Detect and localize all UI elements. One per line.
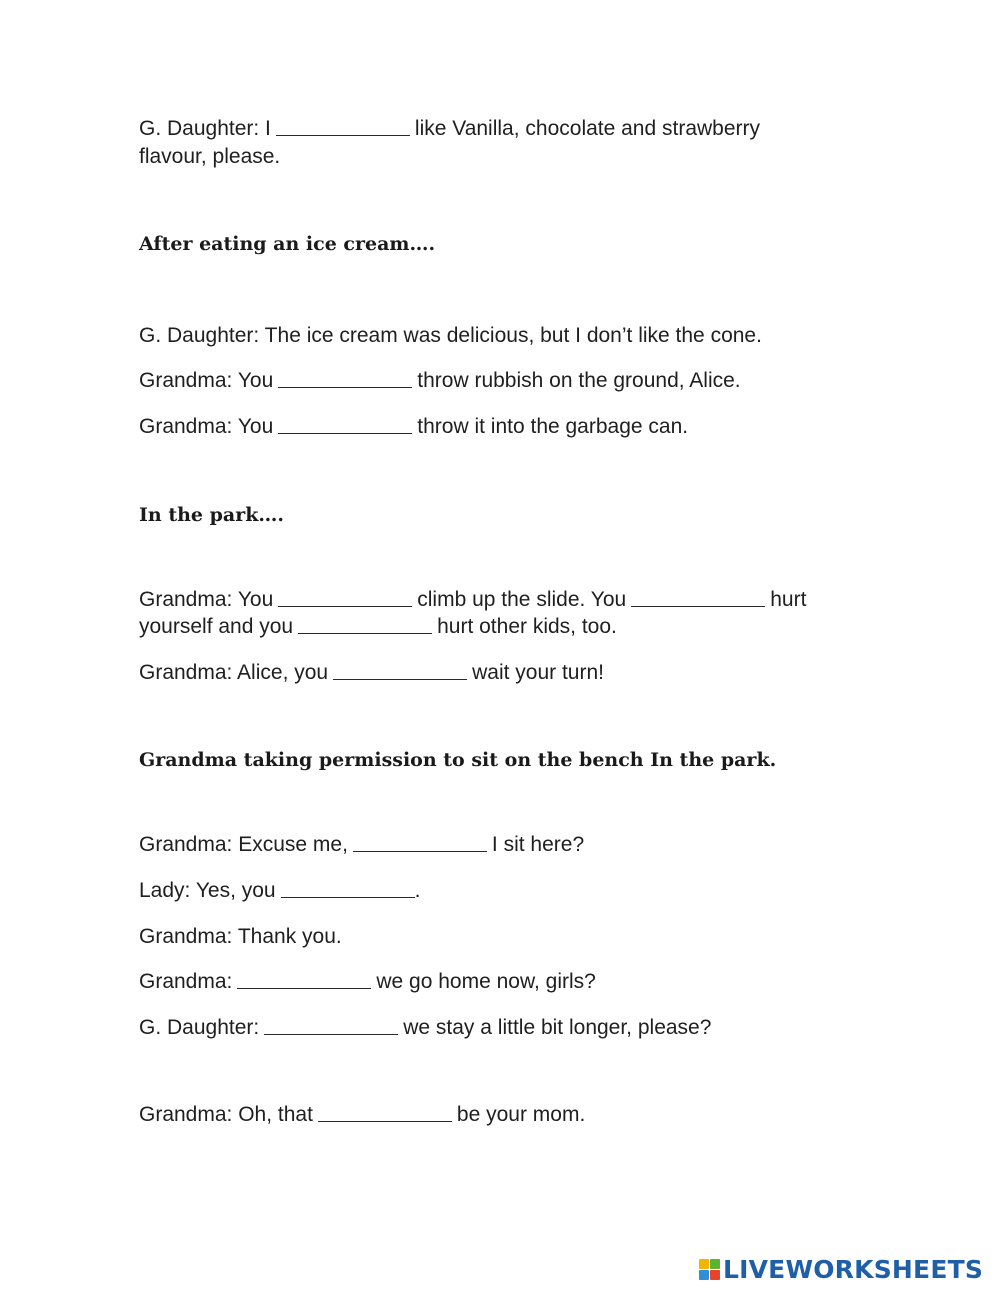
answer-blank-3[interactable]	[278, 414, 412, 434]
logo-block	[699, 1270, 709, 1280]
answer-blank-5[interactable]	[631, 587, 765, 607]
logo-block	[710, 1259, 720, 1269]
dialogue-line-2: G. Daughter: The ice cream was delicious, but I don’t like the cone.	[139, 324, 762, 347]
dialogue-line-8: Lady: Yes, you .	[139, 879, 421, 902]
dialogue-line-10: Grandma: we go home now, girls?	[139, 970, 596, 993]
dialogue-line-12: Grandma: Oh, that be your mom.	[139, 1103, 586, 1126]
dialogue-line-9: Grandma: Thank you.	[139, 925, 342, 948]
dialogue-line-5-cont: yourself and you hurt other kids, too.	[139, 615, 617, 638]
dialogue-line-6: Grandma: Alice, you wait your turn!	[139, 661, 604, 684]
answer-blank-10[interactable]	[237, 969, 371, 989]
answer-blank-2[interactable]	[278, 368, 412, 388]
answer-blank-12[interactable]	[318, 1102, 452, 1122]
dialogue-line-1-cont: flavour, please.	[139, 145, 281, 168]
dialogue-line-1: G. Daughter: I like Vanilla, chocolate and strawberry	[139, 117, 761, 140]
answer-blank-1[interactable]	[276, 116, 410, 136]
answer-blank-6[interactable]	[298, 614, 432, 634]
section-heading-ice-cream: After eating an ice cream….	[139, 233, 436, 255]
logo-block	[710, 1270, 720, 1280]
logo-text: LIVEWORKSHEETS	[723, 1254, 984, 1284]
liveworksheets-logo[interactable]	[699, 1255, 983, 1283]
dialogue-line-3: Grandma: You throw rubbish on the ground, Alice.	[139, 369, 741, 392]
logo-blocks-icon	[699, 1259, 720, 1280]
answer-blank-8[interactable]	[353, 832, 487, 852]
logo-block	[699, 1259, 709, 1269]
answer-blank-4[interactable]	[278, 587, 412, 607]
section-heading-bench: Grandma taking permission to sit on the bench In the park.	[139, 749, 777, 771]
dialogue-line-11: G. Daughter: we stay a little bit longer, please?	[139, 1016, 712, 1039]
answer-blank-9[interactable]	[281, 878, 415, 898]
dialogue-line-5: Grandma: You climb up the slide. You hurt	[139, 588, 807, 611]
section-heading-park: In the park….	[139, 504, 284, 526]
answer-blank-7[interactable]	[333, 660, 467, 680]
answer-blank-11[interactable]	[264, 1015, 398, 1035]
dialogue-line-7: Grandma: Excuse me, I sit here?	[139, 833, 585, 856]
dialogue-line-4: Grandma: You throw it into the garbage can.	[139, 415, 689, 438]
